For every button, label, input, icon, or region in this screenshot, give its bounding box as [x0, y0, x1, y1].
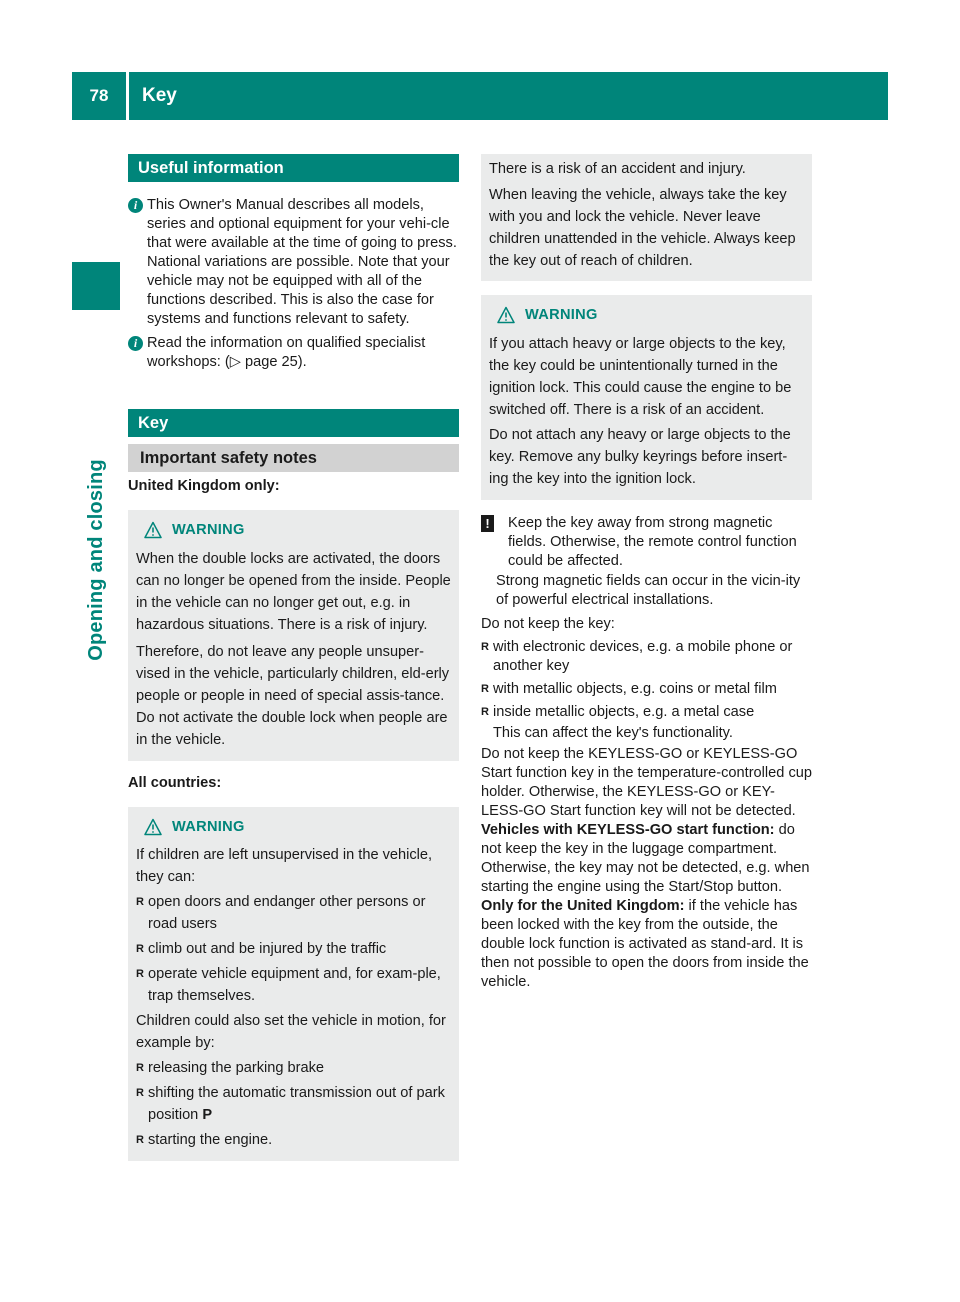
list-item: R with electronic devices, e.g. a mobile phone or another key — [481, 639, 793, 674]
warning-label: WARNING — [525, 307, 598, 323]
warning-box — [128, 510, 459, 761]
warning-continuation-box — [481, 154, 812, 281]
warning-text: Therefore, do not leave any people unsuper-vised in the vehicle, particularly children, eld-erly people or people in need of special assis-tance. Do not activate the double lock when people are in the vehicle. — [136, 644, 450, 748]
notice-text: Strong magnetic fields can occur in the vicin-ity of powerful electrical installations. — [496, 573, 801, 608]
warning-text: If children are left unsupervised in the vehicle, they can: — [136, 847, 433, 885]
warning-triangle-icon — [144, 818, 162, 836]
useful-info-heading: Useful information — [128, 154, 459, 182]
warning-label: WARNING — [172, 522, 245, 538]
list-item: R starting the engine. — [136, 1132, 273, 1148]
side-tab-label: Opening and closing — [84, 459, 107, 661]
notice-text: Keep the key away from strong magnetic fields. Otherwise, the remote control function could be affected. — [508, 515, 797, 569]
list-item: R releasing the parking brake — [136, 1060, 325, 1076]
warning-triangle-icon — [144, 521, 162, 539]
warning-text: When leaving the vehicle, always take the key with you and lock the vehicle. Never leave children unattended in the vehicle. Always keep the key out of reach of children. — [489, 187, 796, 269]
park-position-letter: P — [202, 1107, 213, 1123]
all-countries-label: All countries: — [128, 775, 222, 791]
warning-triangle-icon — [497, 306, 515, 324]
info-note-text: This Owner's Manual describes all models, series and optional equipment for your vehi-cle that were available at the time of going to press. National variations are possible. Note that your vehicle may not be equipped with all of the functions described. This is also the case for systems and functions relevant to safety. — [147, 197, 457, 327]
info-note-text: Read the information on qualified specialist workshops: (▷ page 25). — [147, 335, 426, 370]
list-item: R shifting the automatic transmission out of park position P — [136, 1085, 445, 1123]
info-note — [128, 196, 459, 329]
page-number: 78 — [89, 86, 109, 105]
info-icon: i — [128, 198, 143, 213]
list-intro: Do not keep the key: — [481, 616, 615, 632]
uk-only-label: United Kingdom only: — [128, 478, 280, 494]
info-note — [128, 334, 459, 372]
list-item: R inside metallic objects, e.g. a metal case — [481, 704, 755, 720]
notice — [481, 514, 812, 571]
safety-notes-heading: Important safety notes — [128, 444, 459, 472]
warning-header — [136, 815, 451, 839]
page-header — [72, 72, 888, 120]
warning-header — [136, 518, 451, 542]
warning-text: Do not attach any heavy or large objects to the key. Remove any bulky keyrings before insert-ing the key into the ignition lock. — [489, 427, 791, 487]
list-item: R climb out and be injured by the traffic — [136, 941, 387, 957]
warning-box — [481, 295, 812, 500]
exclamation-icon: ! — [481, 515, 494, 532]
warning-label: WARNING — [172, 819, 245, 835]
keyless-paragraph: Do not keep the KEYLESS-GO or KEYLESS-GO Start function key in the temperature-controlled cup holder. Otherwise, the KEYLESS-GO or KEY-LESS-GO Start function key will not be detected. — [481, 746, 812, 819]
warning-box — [128, 807, 459, 1161]
list-item: R open doors and endanger other persons or road users — [136, 894, 426, 932]
warning-text: If you attach heavy or large objects to the key, the key could be unintentionally turned in the ignition lock. This could cause the engine to be switched off. There is a risk of an accident. — [489, 336, 792, 418]
warning-text: Children could also set the vehicle in motion, for example by: — [136, 1013, 446, 1051]
chapter-title: Key — [142, 85, 177, 106]
left-column — [128, 154, 459, 1161]
list-item: R operate vehicle equipment and, for exam-ple, trap themselves. — [136, 966, 441, 1004]
list-note: This can affect the key's functionality. — [493, 725, 733, 741]
warning-header — [489, 303, 804, 327]
keyless-paragraph: Vehicles with KEYLESS-GO start function: do not keep the key in the luggage compartment. Otherwise, the key may not be detected, e.g. when starting the engine using the Start/Stop button. — [481, 822, 810, 895]
side-tab-marker — [72, 262, 120, 310]
uk-lock-paragraph: Only for the United Kingdom: if the vehicle has been locked with the key from the outside, the double lock function is activated as stand-ard. It is then not possible to open the doors from inside the vehicle. — [481, 898, 809, 990]
header-divider — [126, 72, 129, 120]
warning-text: When the double locks are activated, the doors can no longer be opened from the inside. People in the vehicle can no longer get out, e.g. in hazardous situations. There is a risk of injury. — [136, 551, 451, 633]
info-icon: i — [128, 336, 143, 351]
warning-text: There is a risk of an accident and injury. — [489, 161, 746, 177]
right-column — [481, 154, 812, 992]
key-section-heading: Key — [128, 409, 459, 437]
list-item: R with metallic objects, e.g. coins or metal film — [481, 681, 777, 697]
